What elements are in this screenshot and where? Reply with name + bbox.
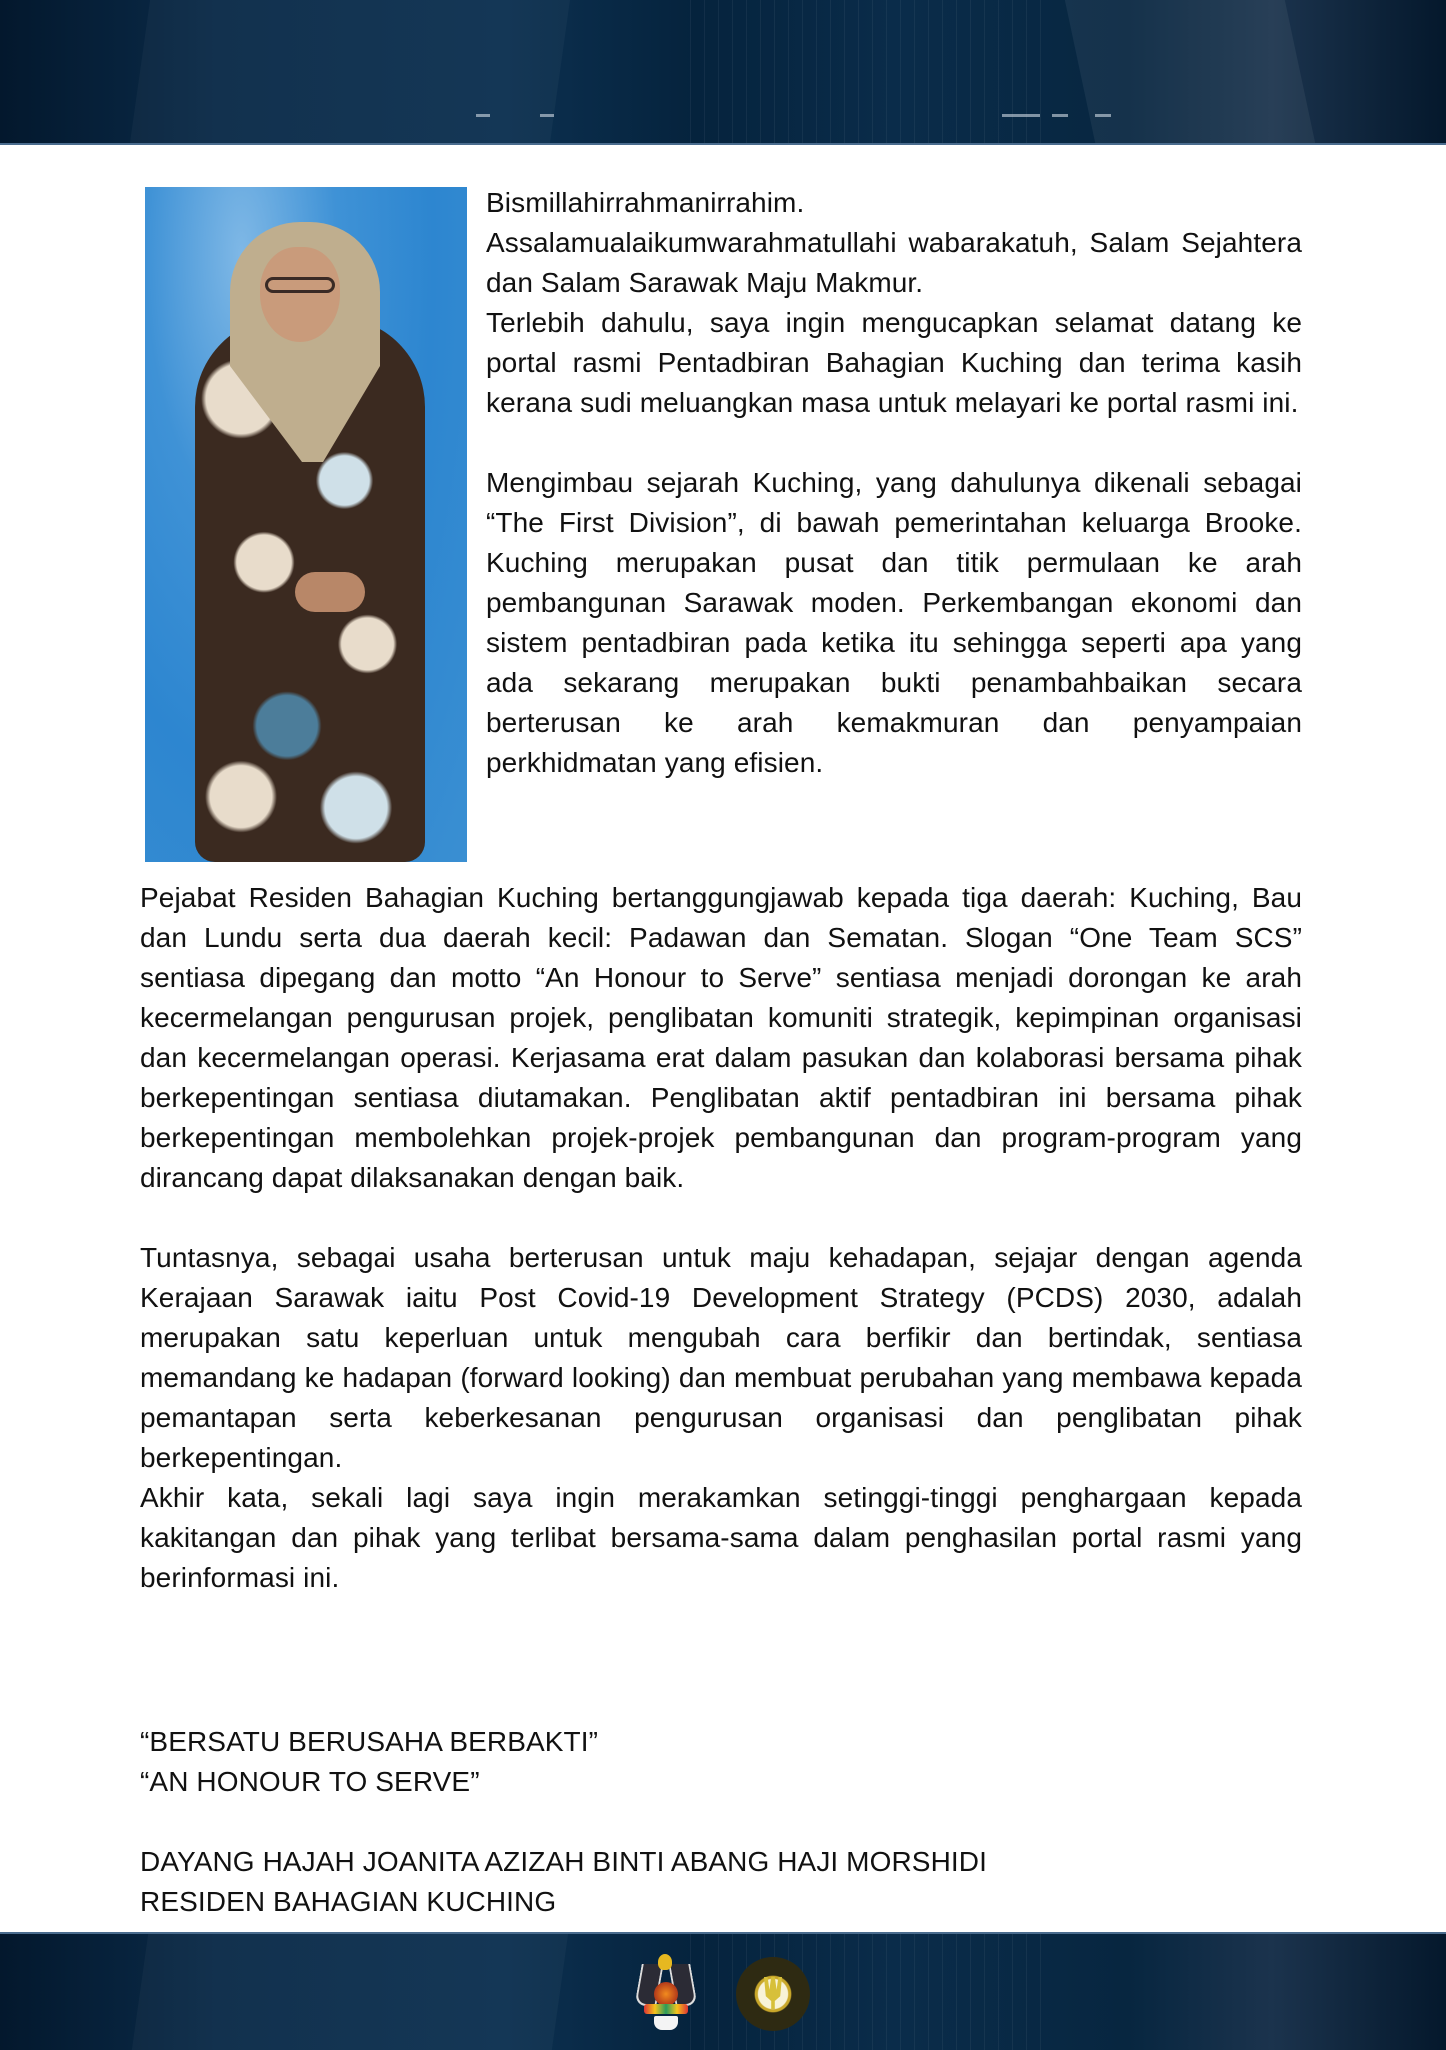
header-banner — [0, 0, 1446, 145]
portrait-glasses — [265, 277, 335, 293]
greeting-salam: Assalamualaikumwarahmatullahi wabarakatuh, Salam Sejahtera dan Salam Sarawak Maju Makmur. — [486, 227, 1302, 298]
portrait-hands — [295, 572, 365, 612]
banner-building-shape — [1065, 0, 1315, 143]
message-body — [140, 878, 1302, 1598]
banner-decoration — [1052, 114, 1068, 117]
portrait-face — [260, 247, 340, 342]
state-seal-icon — [736, 1957, 810, 2031]
banner-decoration — [540, 114, 554, 117]
message-intro — [486, 183, 1302, 783]
conclusion-paragraph: Tuntasnya, sebagai usaha berterusan untuk maju kehadapan, sejajar dengan agenda Kerajaan Sarawak iaitu Post Covid-19 Development Strategy (PCDS) 2030, adalah merupakan satu keperluan untuk mengubah cara berfikir dan bertindak, sentiasa memandang ke hadapan (forward looking) dan membuat perubahan yang membawa kepada pemantapan serta keberkesanan pengurusan organisasi dan penglibatan pihak berkepentingan. — [140, 1242, 1302, 1473]
motto-office: “AN HONOUR TO SERVE” — [140, 1766, 480, 1797]
motto-state: “BERSATU BERUSAHA BERBAKTI” — [140, 1726, 599, 1757]
banner-decoration — [1095, 114, 1111, 117]
signature-title: RESIDEN BAHAGIAN KUCHING — [140, 1886, 557, 1917]
banner-decoration — [1002, 114, 1040, 117]
closing-paragraph: Akhir kata, sekali lagi saya ingin merakamkan setinggi-tinggi penghargaan kepada kakitangan dan pihak yang terlibat bersama-sama dalam penghasilan portal rasmi yang berinformasi ini. — [140, 1482, 1302, 1593]
history-paragraph: Mengimbau sejarah Kuching, yang dahulunya dikenali sebagai “The First Division”, di bawah pemerintahan keluarga Brooke. Kuching merupakan pusat dan titik permulaan ke arah pembangunan Sarawak moden. Perkembangan ekonomi dan sistem pentadbiran pada ketika itu sehingga seperti apa yang ada sekarang merupakan bukti penambahbaikan secara berterusan ke arah kemakmuran dan penyampaian perkhidmatan yang efisien. — [486, 467, 1302, 778]
sarawak-coat-of-arms-icon — [636, 1954, 696, 2034]
footer-emblems — [0, 1954, 1446, 2034]
welcome-paragraph: Terlebih dahulu, saya ingin mengucapkan selamat datang ke portal rasmi Pentadbiran Bahagian Kuching dan terima kasih kerana sudi meluangkan masa untuk melayari ke portal rasmi ini. — [486, 307, 1302, 418]
resident-portrait — [145, 187, 467, 862]
banner-decoration — [476, 114, 490, 117]
greeting-bismillah: Bismillahirrahmanirrahim. — [486, 187, 805, 218]
signature-block — [140, 1842, 1302, 1922]
mottos — [140, 1722, 1302, 1802]
banner-building-shape — [130, 0, 570, 143]
footer-banner — [0, 1932, 1446, 2050]
signature-name: DAYANG HAJAH JOANITA AZIZAH BINTI ABANG HAJI MORSHIDI — [140, 1846, 987, 1877]
banner-building-grid — [690, 0, 1050, 143]
office-paragraph: Pejabat Residen Bahagian Kuching bertanggungjawab kepada tiga daerah: Kuching, Bau dan Lundu serta dua daerah kecil: Padawan dan Sematan. Slogan “One Team SCS” sentiasa dipegang dan motto “An Honour to Serve” sentiasa menjadi dorongan ke arah kecermelangan pengurusan projek, penglibatan komuniti strategik, kepimpinan organisasi dan kecermelangan operasi. Kerjasama erat dalam pasukan dan kolaborasi bersama pihak berkepentingan sentiasa diutamakan. Penglibatan aktif pentadbiran ini bersama pihak berkepentingan membolehkan projek-projek pembangunan dan program-program yang dirancang dapat dilaksanakan dengan baik. — [140, 882, 1302, 1193]
